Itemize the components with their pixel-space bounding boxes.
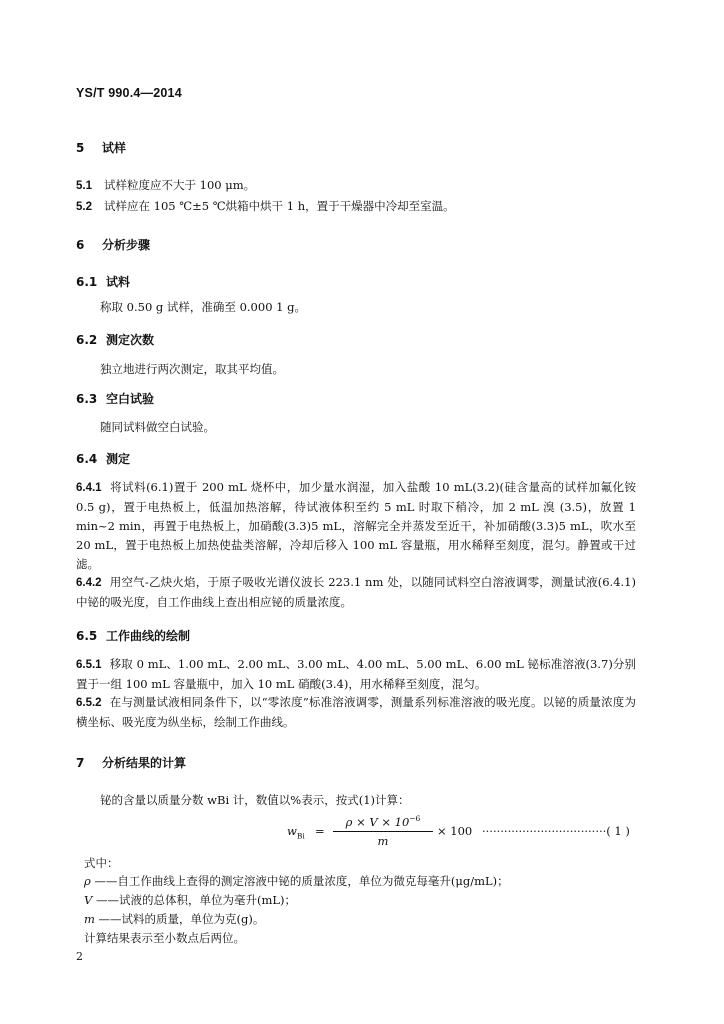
formula-lhs-symbol: w — [287, 824, 297, 838]
definition-symbol: ρ — [84, 874, 91, 888]
clause-6-5-2 — [76, 693, 636, 732]
clause-6-2-heading — [76, 331, 154, 348]
formula-equals: = — [315, 824, 325, 838]
clause-number: 6.4.1 — [76, 482, 102, 494]
definition-text: ——试料的质量，单位为克(g)。 — [94, 912, 265, 926]
numerator-text: ρ × V × 10 — [345, 814, 410, 829]
clause-number: 6.5.1 — [76, 659, 102, 671]
clause-number: 5.2 — [76, 201, 92, 213]
section-7-heading — [76, 754, 186, 771]
clause-5-2 — [76, 198, 455, 214]
formula-multiplier: × 100 — [437, 824, 473, 838]
clause-text: 在与测量试液相同条件下，以“零浓度”标准溶液调零，测量系列标准溶液的吸光度。以铋的质量浓度为横坐标、吸光度为纵坐标，绘制工作曲线。 — [76, 695, 636, 729]
clause-6-5-heading — [76, 627, 190, 644]
formula-fraction — [333, 814, 433, 848]
definition-symbol: m — [84, 912, 95, 926]
definition-text: ——试液的总体积，单位为毫升(mL)； — [92, 893, 296, 907]
definition-text: ——自工作曲线上查得的测定溶液中铋的质量浓度，单位为微克每毫升(μg/mL)； — [90, 874, 509, 888]
formula-lhs-subscript: Bi — [296, 831, 305, 841]
clause-number: 6.3 — [76, 392, 98, 406]
clause-number: 6.2 — [76, 333, 98, 347]
clause-6-4-1 — [76, 478, 636, 574]
definition-rho — [84, 873, 509, 889]
definition-symbol: V — [84, 893, 93, 907]
clause-text: 试样应在 105 ℃±5 ℃烘箱中烘干 1 h，置于干燥器中冷却至室温。 — [104, 199, 455, 213]
result-precision-note: 计算结果表示至小数点后两位。 — [84, 931, 245, 945]
definition-v — [84, 892, 296, 908]
numerator-exponent: −6 — [409, 814, 421, 823]
section-6-heading — [76, 236, 150, 253]
definition-m — [84, 911, 264, 927]
clause-number: 6.5.2 — [76, 697, 102, 709]
clause-title: 工作曲线的绘制 — [106, 629, 191, 643]
formula-lhs — [287, 824, 305, 840]
section-title: 分析结果的计算 — [102, 756, 187, 770]
clause-number: 6.1 — [76, 275, 98, 289]
where-label: 式中： — [84, 856, 119, 870]
clause-number: 6.4 — [76, 452, 98, 466]
clause-6-3-heading — [76, 390, 154, 407]
section-number: 6 — [76, 238, 85, 252]
clause-text: 试样粒度应不大于 100 μm。 — [104, 178, 256, 192]
clause-5-1 — [76, 177, 255, 193]
clause-title: 空白试验 — [106, 392, 155, 406]
clause-number: 5.1 — [76, 180, 92, 192]
section-number: 7 — [76, 756, 85, 770]
section-title: 试样 — [102, 141, 127, 155]
formula-numerator — [333, 814, 433, 832]
formula-1 — [287, 814, 637, 850]
section-5-heading — [76, 139, 126, 156]
clause-6-2-text: 独立地进行两次测定，取其平均值。 — [100, 362, 284, 376]
clause-number: 6.4.2 — [76, 577, 102, 589]
clause-6-5-1 — [76, 655, 636, 694]
section-number: 5 — [76, 141, 85, 155]
page-number: 2 — [76, 950, 83, 963]
clause-6-4-2 — [76, 573, 636, 612]
clause-title: 测定次数 — [106, 333, 155, 347]
section-title: 分析步骤 — [102, 238, 151, 252]
clause-6-3-text: 随同试料做空白试验。 — [100, 420, 215, 434]
clause-text: 将试料(6.1)置于 200 mL 烧杯中，加少量水润湿，加入盐酸 10 mL(3.2)(硅含量高的试样加氟化铵 0.5 g)，置于电热板上，低温加热溶解，待试液体积至约 5 mL 时取下稍冷，加 2 mL 溴 (3.5)，放置 1 min~2 min，再置于电热板上，加硝酸(3.3)5 mL，溶解完全并蒸发至近干，补加硝酸(3.3)5 mL，吹水至 20 mL，置于电热板上加热使盐类溶解，冷却后移入 100 mL 容量瓶，用水稀释至刻度，混匀。静置或干过滤。 — [76, 480, 636, 571]
clause-title: 测定 — [106, 452, 131, 466]
formula-number: ··································( 1 ) — [482, 824, 630, 838]
clause-6-1-text: 称取 0.50 g 试样，准确至 0.000 1 g。 — [100, 300, 306, 314]
clause-title: 试料 — [106, 275, 131, 289]
calculation-intro: 铋的含量以质量分数 wBi 计，数值以%表示，按式(1)计算： — [100, 793, 410, 807]
clause-number: 6.5 — [76, 629, 98, 643]
standard-header: YS/T 990.4—2014 — [76, 86, 182, 100]
clause-6-1-heading — [76, 273, 130, 290]
clause-text: 移取 0 mL、1.00 mL、2.00 mL、3.00 mL、4.00 mL、5.00 mL、6.00 mL 铋标准溶液(3.7)分别置于一组 100 mL 容量瓶中，加入 10 mL 硝酸(3.4)，用水稀释至刻度，混匀。 — [76, 657, 636, 691]
clause-text: 用空气-乙炔火焰，于原子吸收光谱仪波长 223.1 nm 处，以随同试料空白溶液调零，测量试液(6.4.1)中铋的吸光度，自工作曲线上查出相应铋的质量浓度。 — [76, 575, 636, 609]
clause-6-4-heading — [76, 450, 130, 467]
formula-denominator: m — [377, 833, 389, 848]
